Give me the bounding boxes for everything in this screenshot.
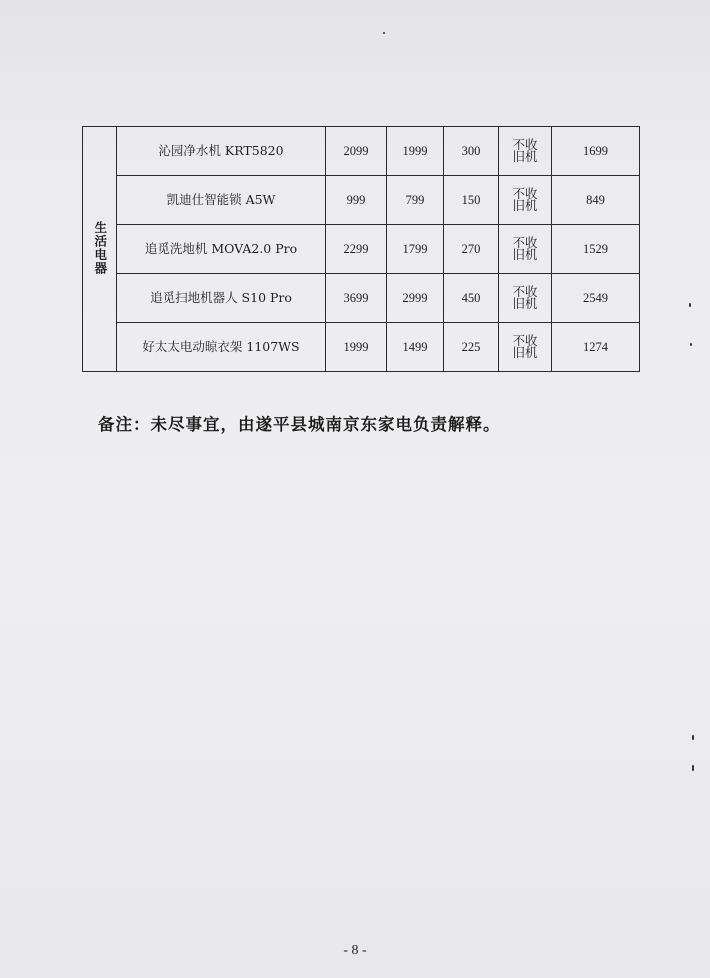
recycle-cell [499,127,552,176]
category-cell [83,127,117,372]
subsidy-cell: 270 [444,225,499,274]
price-cell: 3699 [326,274,387,323]
final-price-cell: 849 [552,176,640,225]
subsidy-cell: 225 [444,323,499,372]
price-cell: 2999 [387,274,444,323]
recycle-line: 不收 [512,185,538,201]
price-cell: 1999 [387,127,444,176]
product-name: 追觅洗地机 MOVA2.0 Pro [117,225,326,274]
recycle-line: 旧机 [512,247,538,262]
scan-speck [692,765,694,771]
final-price-cell: 2549 [552,274,640,323]
subsidy-cell: 300 [444,127,499,176]
recycle-cell [499,323,552,372]
recycle-line: 不收 [512,332,538,348]
final-price-cell: 1529 [552,225,640,274]
page-number: - 8 - [343,943,367,958]
product-name: 沁园净水机 KRT5820 [117,127,326,176]
subsidy-cell: 150 [444,176,499,225]
table-row [83,176,640,225]
recycle-line: 旧机 [512,149,538,164]
price-cell: 1999 [326,323,387,372]
recycle-line: 旧机 [512,198,538,213]
table-row [83,323,640,372]
subsidy-cell: 450 [444,274,499,323]
price-cell: 2299 [326,225,387,274]
category-label: 生活电器 [92,220,108,275]
table-row [83,274,640,323]
recycle-line: 不收 [512,136,538,152]
recycle-cell [499,274,552,323]
recycle-cell [499,225,552,274]
price-cell: 1499 [387,323,444,372]
appliance-price-table [82,126,640,372]
final-price-cell: 1274 [552,323,640,372]
price-cell: 799 [387,176,444,225]
final-price-cell: 1699 [552,127,640,176]
price-cell: 999 [326,176,387,225]
scan-speck [383,32,385,34]
recycle-line: 旧机 [512,296,538,311]
product-name: 凯迪仕智能锁 A5W [117,176,326,225]
table-row [83,127,640,176]
recycle-line: 不收 [512,234,538,250]
table-row [83,225,640,274]
product-name: 好太太电动晾衣架 1107WS [117,323,326,372]
price-cell: 1799 [387,225,444,274]
recycle-cell [499,176,552,225]
scan-speck [690,343,692,346]
scan-speck [689,303,691,307]
scan-speck [692,735,694,740]
price-cell: 2099 [326,127,387,176]
recycle-line: 旧机 [512,345,538,360]
recycle-line: 不收 [512,283,538,299]
remark-note: 备注：未尽事宜，由遂平县城南京东家电负责解释。 [98,415,501,434]
product-name: 追觅扫地机器人 S10 Pro [117,274,326,323]
